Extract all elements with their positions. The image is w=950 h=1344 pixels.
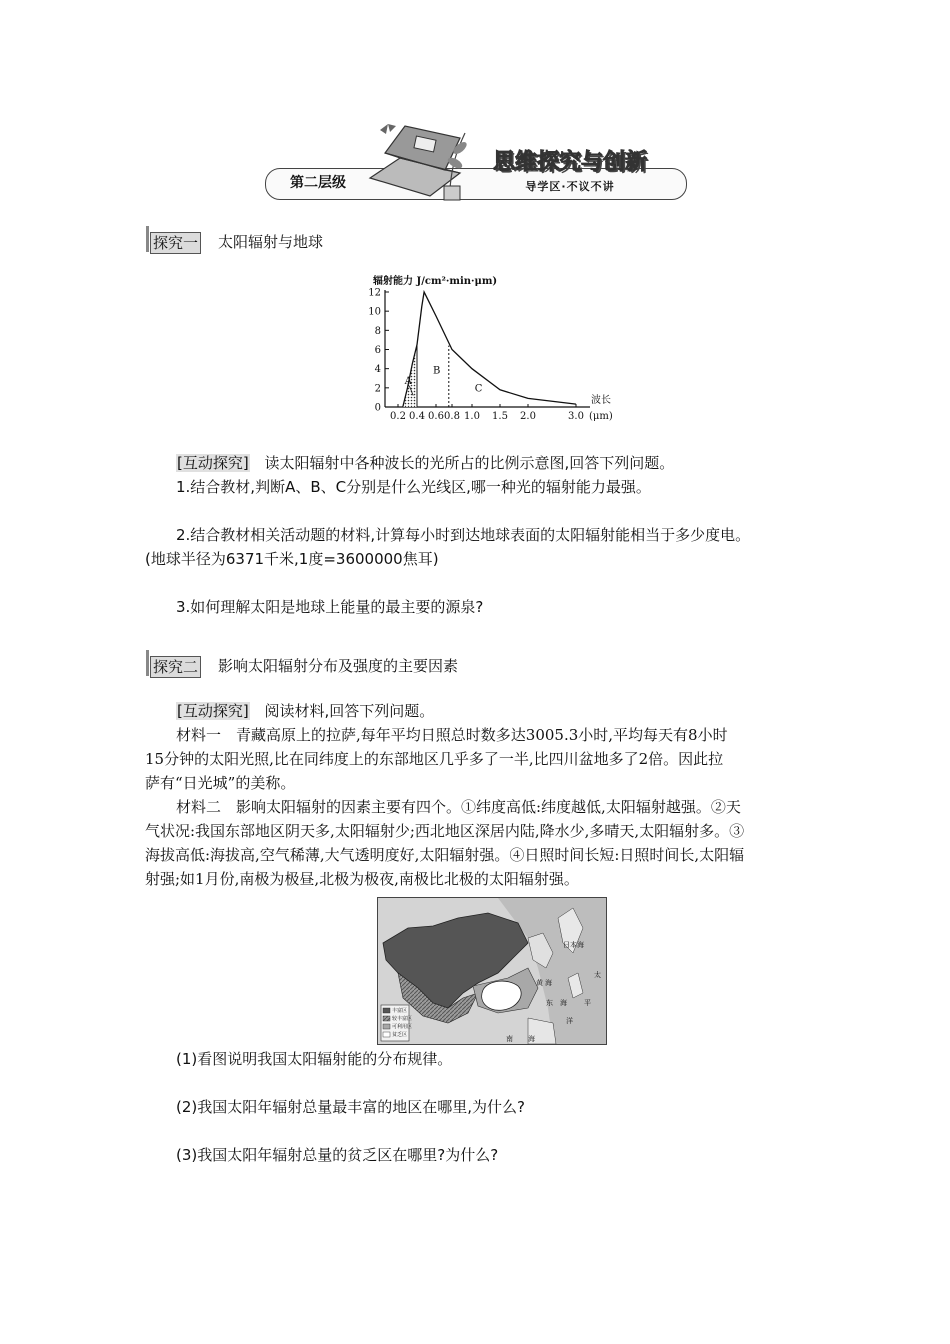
x-tick-label: 0.6 xyxy=(428,411,444,422)
section2-interactive-label: [互动探究] xyxy=(177,702,249,720)
x-axis-unit: (μm) xyxy=(589,411,613,422)
section1-title: 太阳辐射与地球 xyxy=(218,233,324,251)
section1-question-2-note: (地球半径为6371千米,1度=3600000焦耳) xyxy=(145,550,439,568)
section-banner xyxy=(265,118,685,208)
x-tick-label: 0.4 xyxy=(409,411,425,422)
region-label-b: B xyxy=(433,365,441,377)
material2-line: 气状况:我国东部地区阴天多,太阳辐射少;西北地区深居内陆,降水少,多晴天,太阳辐射多。③ xyxy=(145,822,745,840)
material1-line: 萨有“日光城”的美称。 xyxy=(145,774,296,792)
material1-line: 15分钟的太阳光照,比在同纬度上的东部地区几乎多了一半,比四川盆地多了2倍。因此拉 xyxy=(145,750,724,768)
section1-question-2: 2.结合教材相关活动题的材料,计算每小时到达地球表面的太阳辐射能相当于多少度电。 xyxy=(176,526,751,544)
map-label: 海 xyxy=(528,1035,535,1043)
solar-radiation-chart xyxy=(365,270,625,430)
y-tick-label: 2 xyxy=(374,383,381,395)
x-tick-label: 3.0 xyxy=(568,411,584,422)
material2-line: 材料二 影响太阳辐射的因素主要有四个。①纬度高低:纬度越低,太阳辐射越强。②天 xyxy=(176,798,741,816)
map-label: 东 xyxy=(546,999,553,1007)
banner-title: 思维探究与创新 xyxy=(492,150,647,175)
map-label: 日本海 xyxy=(563,941,584,949)
map-label: 海 xyxy=(560,999,567,1007)
x-tick-label: 2.0 xyxy=(520,411,536,422)
y-tick-label: 12 xyxy=(368,287,381,299)
y-axis-label: 辐射能力 J/cm²·min·μm) xyxy=(373,276,498,287)
y-tick-label: 10 xyxy=(368,306,381,318)
section2-title: 影响太阳辐射分布及强度的主要因素 xyxy=(218,657,459,675)
map-legend-item: 可利用区 xyxy=(392,1024,413,1030)
map-legend-item: 贫乏区 xyxy=(392,1032,408,1038)
y-tick-label: 0 xyxy=(374,402,381,414)
section1-intro: 读太阳辐射中各种波长的光所占的比例示意图,回答下列问题。 xyxy=(264,454,675,472)
x-tick-label: 1.0 xyxy=(464,411,480,422)
section2-intro: 阅读材料,回答下列问题。 xyxy=(264,702,435,720)
book-plant-icon xyxy=(360,118,470,206)
section1-interactive-label: [互动探究] xyxy=(177,454,249,472)
material2-line: 射强;如1月份,南极为极昼,北极为极夜,南极比北极的太阳辐射强。 xyxy=(145,870,579,888)
section2-tag: 探究二 xyxy=(150,656,201,678)
x-axis-label: 波长 xyxy=(591,395,611,406)
map-label: 太 xyxy=(594,971,601,979)
map-label: 洋 xyxy=(566,1017,573,1025)
section2-question-1: (1)看图说明我国太阳辐射能的分布规律。 xyxy=(176,1050,453,1068)
y-tick-label: 8 xyxy=(374,325,381,337)
section1-question-1: 1.结合教材,判断A、B、C分别是什么光线区,哪一种光的辐射能力最强。 xyxy=(176,478,651,496)
material1-line: 材料一 青藏高原上的拉萨,每年平均日照总时数多达3005.3小时,平均每天有8小时 xyxy=(176,726,728,744)
section1-intro-line xyxy=(176,452,674,474)
radiation-curve xyxy=(403,292,576,407)
section2-intro-line xyxy=(176,700,434,722)
banner-subtitle: 导学区·不议不讲 xyxy=(525,180,615,193)
section-marker xyxy=(146,226,149,252)
x-tick-label: 0.8 xyxy=(444,411,460,422)
region-label-a: A xyxy=(404,376,412,387)
material2-line: 海拔高低:海拔高,空气稀薄,大气透明度好,太阳辐射强。④日照时间长短:日照时间长,太阳辐 xyxy=(145,846,745,864)
map-label: 平 xyxy=(584,999,591,1007)
map-label: 海 xyxy=(545,979,552,987)
map-legend-item: 丰富区 xyxy=(392,1008,408,1014)
map-label: 黄 xyxy=(536,979,543,987)
banner-level: 第二层级 xyxy=(290,175,346,191)
x-tick-label: 1.5 xyxy=(492,411,508,422)
section2-question-3: (3)我国太阳年辐射总量的贫乏区在哪里?为什么? xyxy=(176,1146,499,1164)
y-tick-label: 4 xyxy=(374,364,381,376)
section2-question-2: (2)我国太阳年辐射总量最丰富的地区在哪里,为什么? xyxy=(176,1098,525,1116)
china-solar-map xyxy=(377,897,607,1045)
map-legend-item: 较丰富区 xyxy=(392,1016,413,1022)
section1-question-3: 3.如何理解太阳是地球上能量的最主要的源泉? xyxy=(176,598,484,616)
region-label-c: C xyxy=(474,383,483,395)
y-tick-label: 6 xyxy=(374,345,381,356)
section-marker xyxy=(146,650,149,676)
section1-tag: 探究一 xyxy=(150,232,201,254)
map-label: 南 xyxy=(506,1035,513,1043)
x-tick-label: 0.2 xyxy=(390,411,406,422)
